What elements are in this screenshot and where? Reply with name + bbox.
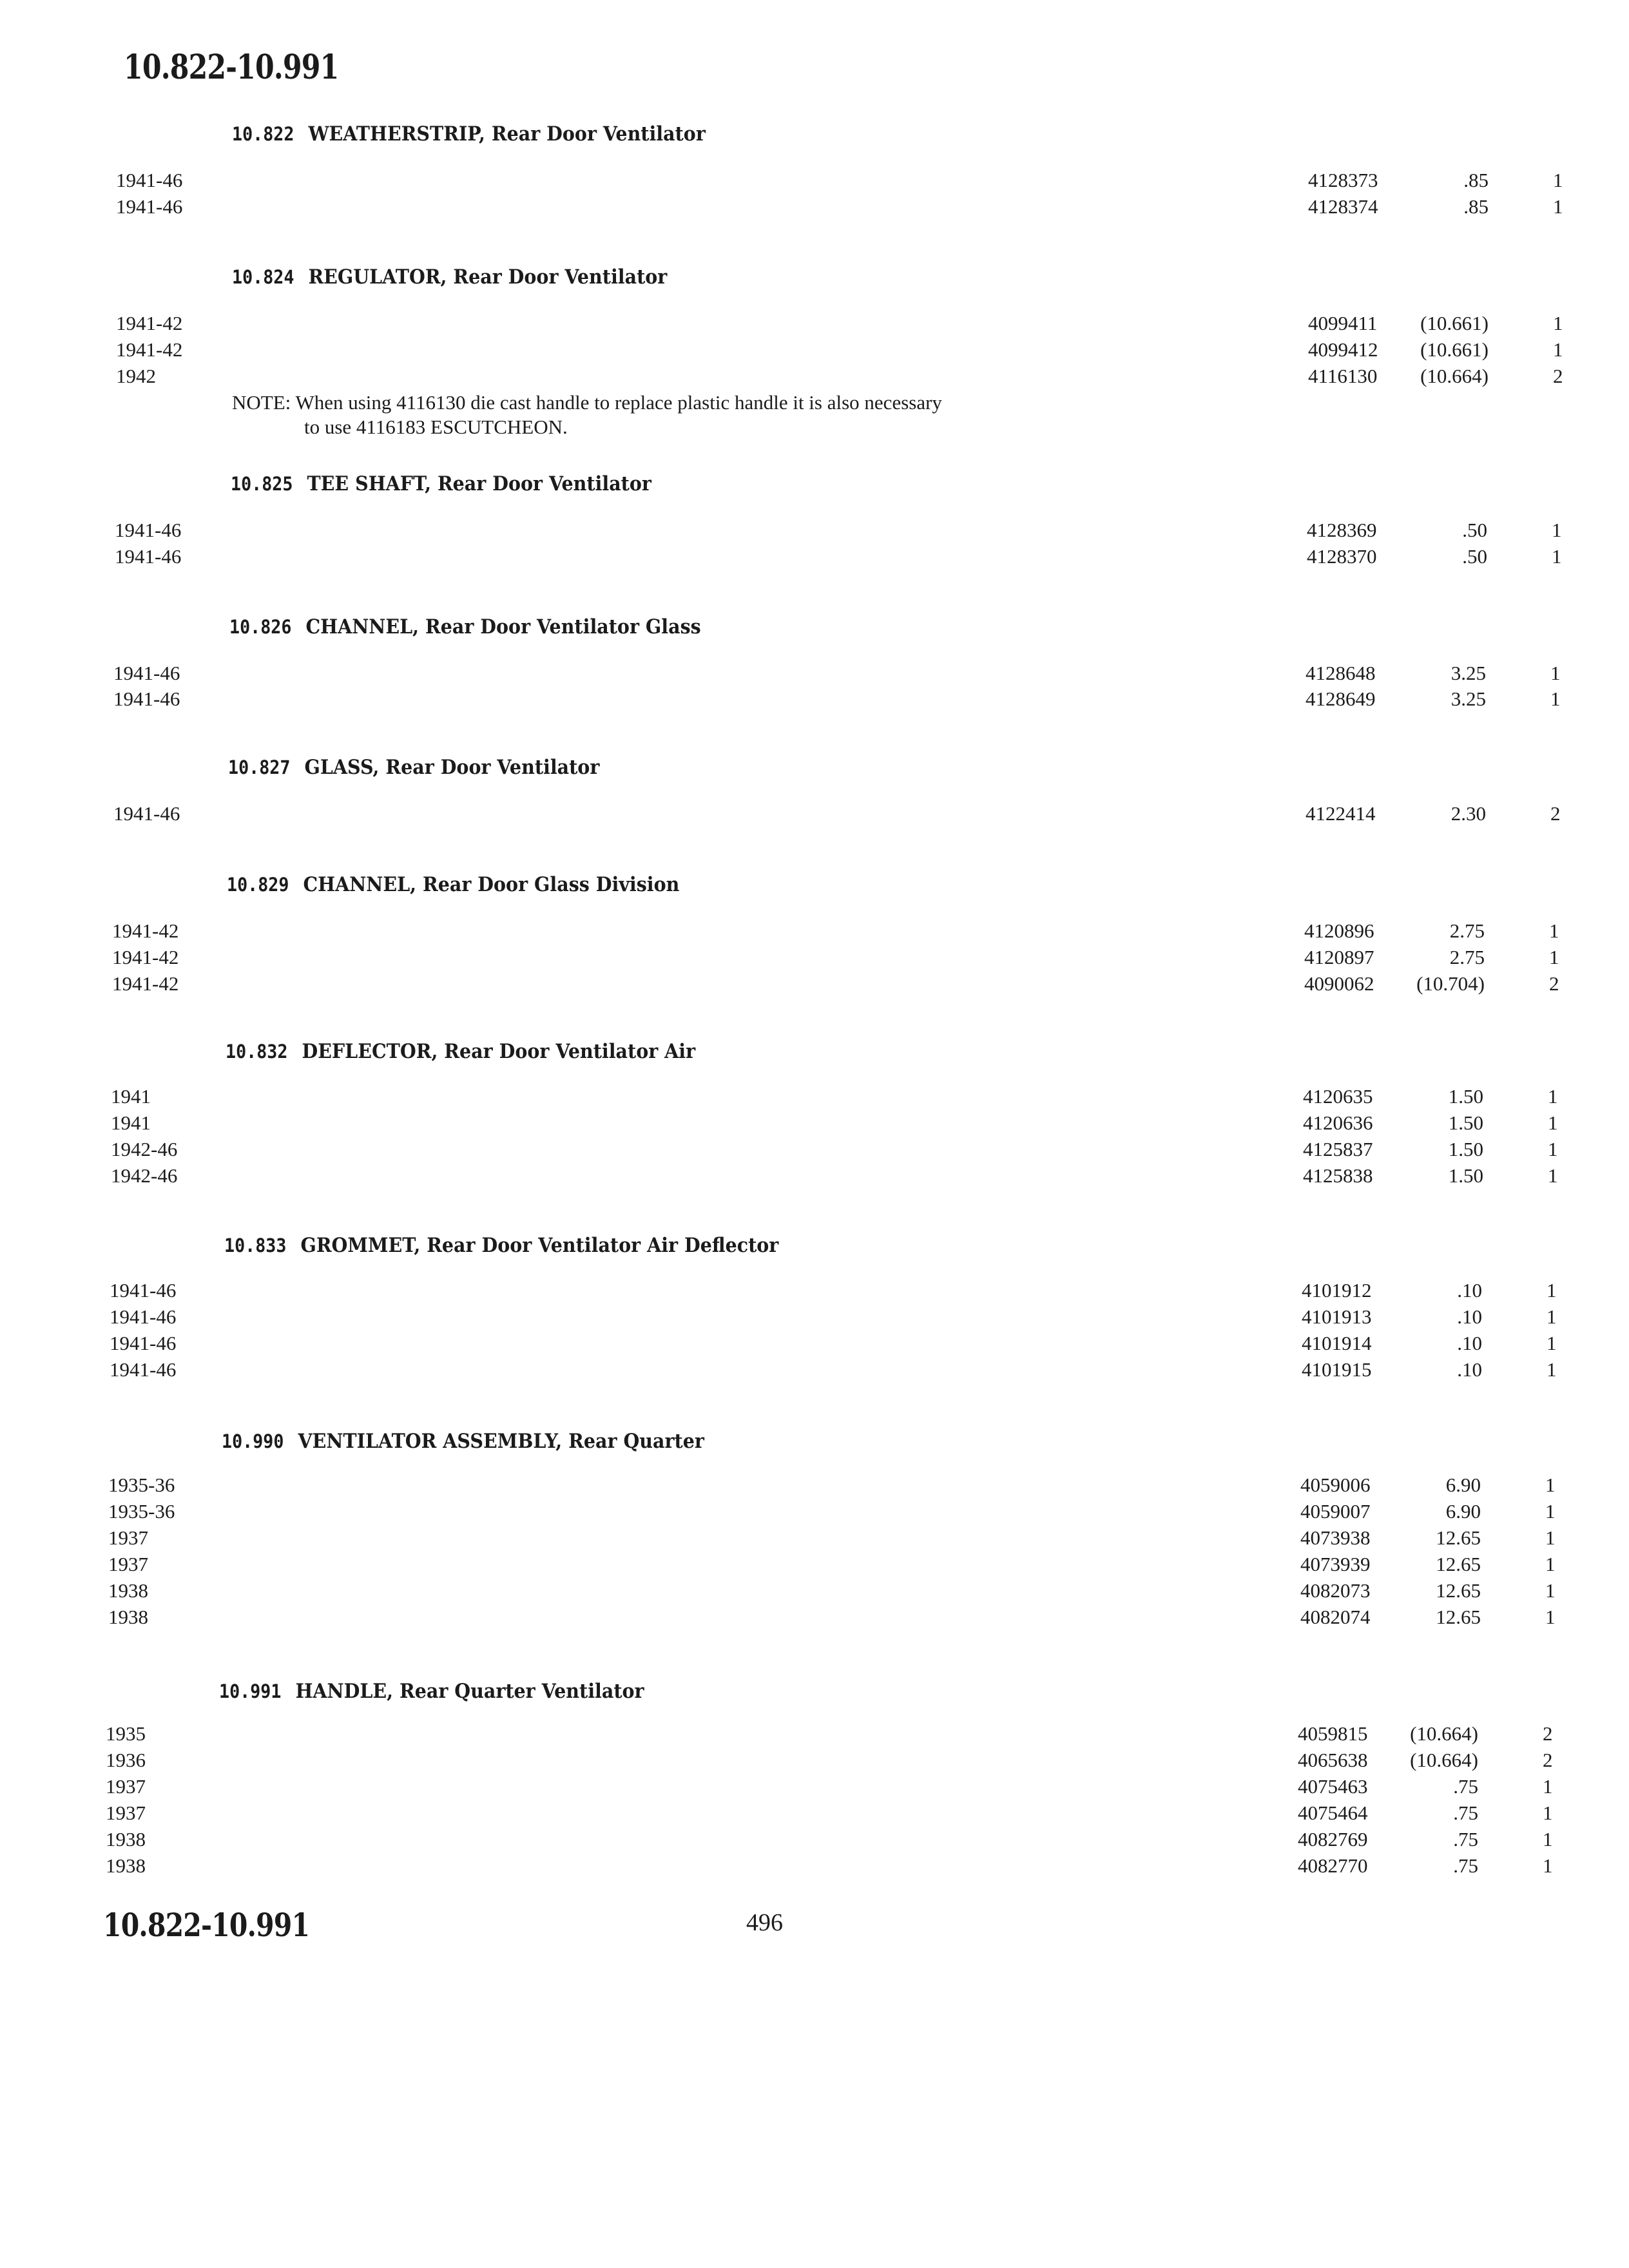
part-number: 4120896: [1304, 919, 1374, 942]
quantity: 1: [1547, 1279, 1557, 1302]
price: 12.65: [1436, 1526, 1481, 1549]
note-continuation: to use 4116183 ESCUTCHEON.: [304, 416, 568, 438]
model-years: 1938: [108, 1579, 148, 1602]
list-item: [113, 800, 1595, 828]
list-item: [115, 516, 1597, 544]
quantity: 2: [1543, 1722, 1553, 1745]
quantity: 2: [1543, 1749, 1553, 1771]
price: .10: [1457, 1358, 1482, 1381]
model-years: 1941-46: [113, 662, 180, 684]
model-years: 1937: [108, 1553, 148, 1575]
model-years: 1941-46: [110, 1332, 177, 1354]
price: 1.50: [1448, 1085, 1483, 1108]
model-years: 1942-46: [111, 1164, 178, 1187]
price: (10.664): [1420, 365, 1489, 387]
part-number: 4125838: [1303, 1164, 1373, 1187]
list-item: [106, 1852, 1588, 1880]
section-number: 10.822: [232, 123, 294, 145]
price: 1.50: [1448, 1138, 1483, 1160]
section-heading: WEATHERSTRIP, Rear Door Ventilator: [308, 122, 706, 146]
part-number: 4122414: [1306, 802, 1376, 825]
list-item: [111, 1109, 1593, 1137]
section-title: [226, 1040, 695, 1063]
section-number: 10.826: [229, 616, 292, 638]
list-item: [112, 943, 1594, 972]
part-number: 4075464: [1298, 1802, 1368, 1824]
section-number: 10.991: [219, 1680, 282, 1702]
quantity: 1: [1553, 338, 1563, 361]
price: .75: [1453, 1775, 1478, 1798]
price: .50: [1462, 519, 1487, 541]
list-item: [108, 1471, 1590, 1499]
list-item: [113, 659, 1595, 687]
quantity: 1: [1545, 1553, 1556, 1575]
price: 3.25: [1451, 687, 1486, 710]
model-years: 1941-46: [110, 1358, 177, 1381]
section-number: 10.832: [226, 1041, 288, 1062]
part-number: 4073939: [1300, 1553, 1371, 1575]
quantity: 2: [1550, 802, 1561, 825]
list-item: [116, 193, 1598, 221]
quantity: 1: [1547, 1332, 1557, 1354]
list-item: [112, 917, 1594, 945]
model-years: 1938: [106, 1828, 146, 1850]
model-years: 1936: [106, 1749, 146, 1771]
model-years: 1941-42: [112, 946, 179, 968]
model-years: 1941-46: [110, 1279, 177, 1302]
part-number: 4101915: [1302, 1358, 1372, 1381]
model-years: 1941-46: [116, 169, 183, 191]
price: 1.50: [1448, 1111, 1483, 1134]
part-number: 4128373: [1308, 169, 1378, 191]
quantity: 1: [1549, 919, 1559, 942]
list-item: [113, 685, 1595, 713]
section-title: [231, 472, 651, 495]
price: 1.50: [1448, 1164, 1483, 1187]
price: .10: [1457, 1332, 1482, 1354]
part-number: 4128649: [1306, 687, 1376, 710]
price: (10.664): [1410, 1749, 1478, 1771]
model-years: 1941-46: [115, 519, 182, 541]
model-years: 1941-46: [113, 802, 180, 825]
list-item: [106, 1720, 1588, 1748]
section-heading: GLASS, Rear Door Ventilator: [304, 756, 600, 779]
quantity: 1: [1545, 1579, 1556, 1602]
list-item: [106, 1746, 1588, 1774]
quantity: 2: [1549, 972, 1559, 995]
part-number: 4120636: [1303, 1111, 1373, 1134]
quantity: 1: [1550, 662, 1561, 684]
section-heading: HANDLE, Rear Quarter Ventilator: [295, 1680, 644, 1703]
quantity: 1: [1547, 1305, 1557, 1328]
price: (10.664): [1410, 1722, 1478, 1745]
section-title: [229, 615, 701, 639]
list-item: [110, 1276, 1592, 1305]
model-years: 1941-42: [116, 338, 183, 361]
price: .85: [1463, 169, 1489, 191]
quantity: 1: [1548, 1085, 1558, 1108]
list-item: [116, 309, 1598, 338]
header-range: 10.822-10.991: [124, 48, 339, 87]
model-years: 1942: [116, 365, 156, 387]
section-heading: VENTILATOR ASSEMBLY, Rear Quarter: [298, 1430, 704, 1453]
list-item: [108, 1524, 1590, 1552]
part-number: 4128374: [1308, 195, 1378, 218]
model-years: 1942-46: [111, 1138, 178, 1160]
part-number: 4082074: [1300, 1606, 1371, 1628]
quantity: 1: [1552, 519, 1562, 541]
price: 2.75: [1449, 946, 1485, 968]
section-number: 10.990: [222, 1430, 284, 1452]
quantity: 1: [1545, 1474, 1556, 1496]
price: .50: [1462, 545, 1487, 568]
quantity: 1: [1543, 1775, 1553, 1798]
price: .10: [1457, 1305, 1482, 1328]
list-item: [112, 970, 1594, 998]
model-years: 1938: [108, 1606, 148, 1628]
price: 12.65: [1436, 1553, 1481, 1575]
price: 6.90: [1445, 1500, 1481, 1523]
list-item: [108, 1603, 1590, 1631]
model-years: 1941: [111, 1111, 151, 1134]
price: .75: [1453, 1828, 1478, 1850]
part-number: 4059007: [1300, 1500, 1371, 1523]
quantity: 1: [1552, 545, 1562, 568]
price: .85: [1463, 195, 1489, 218]
part-number: 4099412: [1308, 338, 1378, 361]
section-title: [227, 873, 679, 896]
list-item: [116, 166, 1598, 195]
quantity: 1: [1543, 1828, 1553, 1850]
quantity: 1: [1553, 169, 1563, 191]
section-title: [232, 265, 667, 289]
part-number: 4090062: [1304, 972, 1374, 995]
part-number: 4082073: [1300, 1579, 1371, 1602]
section-heading: TEE SHAFT, Rear Door Ventilator: [307, 472, 651, 495]
model-years: 1941-46: [115, 545, 182, 568]
price: (10.661): [1420, 312, 1489, 334]
part-number: 4125837: [1303, 1138, 1373, 1160]
section-number: 10.825: [231, 473, 293, 495]
list-item: [116, 362, 1598, 390]
model-years: 1941-42: [112, 972, 179, 995]
section-number: 10.833: [224, 1235, 287, 1256]
section-title: [222, 1430, 704, 1453]
quantity: 1: [1543, 1854, 1553, 1877]
price: .75: [1453, 1854, 1478, 1877]
part-number: 4059006: [1300, 1474, 1371, 1496]
list-item: [110, 1303, 1592, 1331]
part-number: 4116130: [1308, 365, 1378, 387]
list-item: [106, 1825, 1588, 1854]
section-heading: CHANNEL, Rear Door Glass Division: [303, 873, 680, 896]
quantity: 1: [1549, 946, 1559, 968]
part-number: 4128370: [1307, 545, 1377, 568]
model-years: 1941-42: [112, 919, 179, 942]
model-years: 1935-36: [108, 1500, 175, 1523]
price: (10.704): [1416, 972, 1485, 995]
model-years: 1941: [111, 1085, 151, 1108]
model-years: 1941-46: [110, 1305, 177, 1328]
price: 3.25: [1451, 662, 1486, 684]
section-number: 10.824: [232, 266, 294, 288]
model-years: 1941-46: [113, 687, 180, 710]
section-heading: GROMMET, Rear Door Ventilator Air Deflector: [300, 1234, 779, 1257]
price: (10.661): [1420, 338, 1489, 361]
part-number: 4101912: [1302, 1279, 1372, 1302]
section-heading: REGULATOR, Rear Door Ventilator: [308, 265, 668, 289]
footer-range: 10.822-10.991: [103, 1906, 310, 1944]
section-number: 10.827: [228, 756, 291, 778]
model-years: 1935: [106, 1722, 146, 1745]
model-years: 1935-36: [108, 1474, 175, 1496]
part-number: 4082770: [1298, 1854, 1368, 1877]
section-number: 10.829: [227, 874, 289, 896]
quantity: 1: [1547, 1358, 1557, 1381]
note-text: NOTE: When using 4116130 die cast handle to replace plastic handle it is also necessary: [232, 391, 942, 414]
section-title: [228, 756, 599, 779]
model-years: 1938: [106, 1854, 146, 1877]
part-number: 4065638: [1298, 1749, 1368, 1771]
model-years: 1937: [106, 1775, 146, 1798]
quantity: 1: [1545, 1526, 1556, 1549]
model-years: 1941-42: [116, 312, 183, 334]
price: 2.30: [1451, 802, 1486, 825]
price: 2.75: [1449, 919, 1485, 942]
part-number: 4101914: [1302, 1332, 1372, 1354]
part-number: 4073938: [1300, 1526, 1371, 1549]
quantity: 1: [1548, 1164, 1558, 1187]
price: 12.65: [1436, 1579, 1481, 1602]
list-item: [106, 1773, 1588, 1801]
part-number: 4120897: [1304, 946, 1374, 968]
part-number: 4059815: [1298, 1722, 1368, 1745]
list-item: [110, 1329, 1592, 1358]
model-years: 1937: [108, 1526, 148, 1549]
part-number: 4082769: [1298, 1828, 1368, 1850]
section-title: [219, 1680, 644, 1703]
quantity: 1: [1545, 1500, 1556, 1523]
model-years: 1937: [106, 1802, 146, 1824]
quantity: 1: [1545, 1606, 1556, 1628]
quantity: 2: [1553, 365, 1563, 387]
part-number: 4101913: [1302, 1305, 1372, 1328]
part-number: 4128648: [1306, 662, 1376, 684]
list-item: [108, 1497, 1590, 1526]
price: 6.90: [1445, 1474, 1481, 1496]
part-number: 4128369: [1307, 519, 1377, 541]
list-item: [106, 1799, 1588, 1827]
list-item: [111, 1162, 1593, 1190]
part-number: 4075463: [1298, 1775, 1368, 1798]
quantity: 1: [1548, 1111, 1558, 1134]
section-title: [232, 122, 706, 146]
list-item: [110, 1356, 1592, 1384]
price: .75: [1453, 1802, 1478, 1824]
list-item: [116, 336, 1598, 364]
list-item: [115, 543, 1597, 571]
part-number: 4099411: [1308, 312, 1378, 334]
quantity: 1: [1553, 312, 1563, 334]
section-heading: DEFLECTOR, Rear Door Ventilator Air: [302, 1040, 696, 1063]
section-heading: CHANNEL, Rear Door Ventilator Glass: [305, 615, 701, 639]
quantity: 1: [1548, 1138, 1558, 1160]
quantity: 1: [1543, 1802, 1553, 1824]
list-item: [111, 1082, 1593, 1111]
quantity: 1: [1550, 687, 1561, 710]
price: .10: [1457, 1279, 1482, 1302]
quantity: 1: [1553, 195, 1563, 218]
model-years: 1941-46: [116, 195, 183, 218]
list-item: [108, 1550, 1590, 1579]
section-title: [224, 1234, 778, 1257]
part-number: 4120635: [1303, 1085, 1373, 1108]
list-item: [108, 1577, 1590, 1605]
price: 12.65: [1436, 1606, 1481, 1628]
page-number: 496: [746, 1909, 783, 1936]
list-item: [111, 1135, 1593, 1164]
